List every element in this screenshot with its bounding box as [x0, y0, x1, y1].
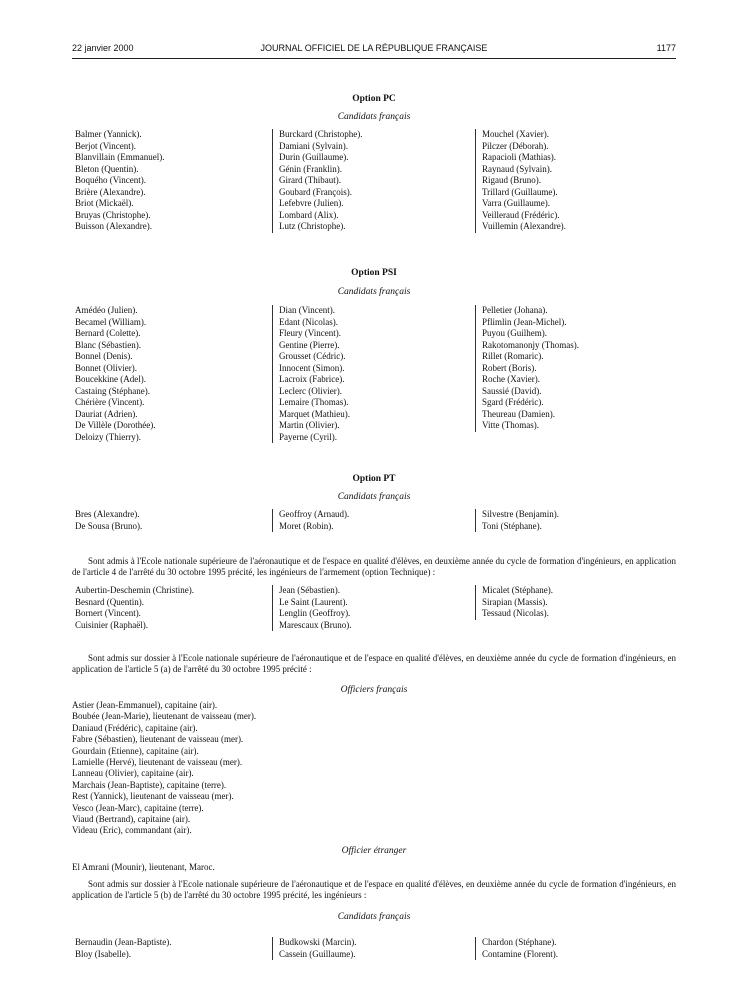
- paragraph-article-4: Sont admis à l'Ecole nationale supérieure de l'aéronautique et de l'espace en qualité d'élèves, en deuxième année du cycle de formation d'ingénieurs, en application de l'article 4 de l'arrêté du 30 octobre 1995 précité, les ingénieurs de l'armement (option Technique) :: [72, 556, 676, 578]
- list-item: Tessaud (Nicolas).: [482, 608, 549, 618]
- list-item: Goubard (François).: [279, 186, 352, 197]
- list-item: Geoffroy (Arnaud).: [279, 509, 350, 519]
- list-item: Silvestre (Benjamin).: [482, 509, 559, 519]
- name-column: [75, 129, 164, 233]
- list-item: Toni (Stéphane).: [482, 520, 542, 531]
- list-item: Grousset (Cédric).: [279, 351, 346, 361]
- list-item: Contamine (Florent).: [482, 948, 558, 959]
- list-item: Fabre (Sébastien), lieutenant de vaisseau (mer).: [72, 734, 244, 745]
- list-item: Edant (Nicolas).: [279, 316, 338, 327]
- list-item: Besnard (Quentin).: [75, 596, 144, 607]
- list-item: Briot (Mickaël).: [75, 198, 134, 208]
- list-item: Lacroix (Fabrice).: [279, 374, 345, 384]
- list-item: Bornert (Vincent).: [75, 608, 141, 618]
- list-item: Bernaudin (Jean-Baptiste).: [75, 937, 172, 947]
- name-column: [475, 129, 566, 233]
- officer-list: [72, 700, 256, 837]
- list-item: Le Saint (Laurent).: [279, 596, 348, 607]
- list-item: Blanc (Sébastien).: [75, 339, 141, 350]
- header-date: 22 janvier 2000: [72, 43, 134, 53]
- list-item: Castaing (Stéphane).: [75, 385, 150, 396]
- list-item: Viaud (Bertrand), capitaine (air).: [72, 813, 191, 824]
- section-subtitle-officiers: Officiers français: [340, 685, 408, 695]
- name-column: [475, 585, 553, 620]
- list-item: Vuillemin (Alexandre).: [482, 221, 566, 231]
- list-item: Boubée (Jean-Marie), lieutenant de vaisseau (mer).: [72, 711, 257, 722]
- name-column: [272, 305, 350, 443]
- list-item: Bonnet (Olivier).: [75, 362, 137, 373]
- list-item: Moret (Robin).: [279, 520, 334, 531]
- list-item: Dauriat (Adrien).: [75, 408, 138, 419]
- list-item: Payerne (Cyril).: [279, 431, 337, 442]
- list-item: Girard (Thibaut).: [279, 175, 341, 185]
- section-subtitle-pt: Candidats français: [337, 492, 411, 502]
- name-column: [75, 585, 194, 631]
- list-item: Bonnel (Denis).: [75, 351, 133, 361]
- section-subtitle-pc: Candidats français: [337, 112, 411, 122]
- paragraph-article-5b: Sont admis sur dossier à l'Ecole nationale supérieure de l'aéronautique et de l'espace en qualité d'élèves, en deuxième année du cycle de formation d'ingénieurs, en application de l'article 5 (b) de l'arrêté du 30 octobre 1995 précité, les ingénieurs :: [72, 879, 676, 901]
- list-item: Astier (Jean-Emmanuel), capitaine (air).: [72, 700, 218, 710]
- list-item: Mouchel (Xavier).: [482, 129, 549, 139]
- list-item: Gentine (Pierre).: [279, 339, 340, 350]
- list-item: Aubertin-Deschemin (Christine).: [75, 585, 194, 595]
- list-item: Dian (Vincent).: [279, 305, 335, 315]
- list-item: Sirapian (Massis).: [482, 596, 548, 607]
- list-item: Gourdain (Etienne), capitaine (air).: [72, 745, 199, 756]
- list-item: Lenglin (Geoffroy).: [279, 608, 351, 618]
- list-item: Rakotomanonjy (Thomas).: [482, 339, 579, 350]
- name-column: [475, 937, 558, 960]
- list-item: Veilleraud (Frédéric).: [482, 209, 560, 220]
- list-item: Rigaud (Bruno).: [482, 175, 541, 185]
- list-item: Damiani (Sylvain).: [279, 140, 348, 151]
- list-item: Lamielle (Hervé), lieutenant de vaisseau (mer).: [72, 756, 243, 767]
- list-item: Roche (Xavier).: [482, 374, 540, 384]
- name-column: [272, 937, 357, 960]
- list-item: Budkowski (Marcin).: [279, 937, 357, 947]
- list-item: De Sousa (Bruno).: [75, 520, 143, 531]
- list-item: Puyou (Guilhem).: [482, 328, 547, 338]
- list-item: Cuisinier (Raphaël).: [75, 619, 148, 630]
- list-item: Rillet (Romaric).: [482, 351, 544, 361]
- list-item: Lemaire (Thomas).: [279, 397, 349, 407]
- list-item: Daniaud (Frédéric), capitaine (air).: [72, 722, 198, 733]
- name-column: [272, 509, 349, 532]
- name-column: [75, 305, 156, 443]
- list-item: Leclerc (Olivier).: [279, 385, 342, 396]
- list-item: Vitte (Thomas).: [482, 420, 539, 430]
- list-item: Fleury (Vincent).: [279, 328, 341, 338]
- name-column: [475, 305, 579, 432]
- list-item: Trillard (Guillaume).: [482, 186, 558, 197]
- list-item: Innocent (Simon).: [279, 362, 345, 373]
- list-item: Deloizy (Thierry).: [75, 431, 141, 442]
- paragraph-article-5a: Sont admis sur dossier à l'Ecole nationale supérieure de l'aéronautique et de l'espace en qualité d'élèves, en deuxième année du cycle de formation d'ingénieurs, en application de l'article 5 (a) de l'arrêté du 30 octobre 1995 précité :: [72, 653, 676, 675]
- section-title-pt: Option PT: [352, 474, 396, 484]
- list-item: Lefebvre (Julien).: [279, 198, 344, 208]
- section-subtitle-etranger: Officier étranger: [341, 846, 407, 856]
- list-item: Becamel (William).: [75, 316, 147, 327]
- list-item: Bloy (Isabelle).: [75, 948, 131, 959]
- list-item: Burckard (Christophe).: [279, 129, 363, 139]
- list-item: Boucekkine (Adel).: [75, 374, 146, 384]
- list-item: Jean (Sébastien).: [279, 585, 340, 595]
- name-column: [75, 937, 171, 960]
- list-item: Videau (Eric), commandant (air).: [72, 825, 192, 836]
- list-item: Lutz (Christophe).: [279, 221, 346, 231]
- list-item: Theureau (Damien).: [482, 408, 555, 419]
- list-item: Durin (Guillaume).: [279, 152, 349, 162]
- list-item: Amédéo (Julien).: [75, 305, 138, 315]
- list-item: Chérière (Vincent).: [75, 397, 145, 407]
- header-rule: [72, 58, 676, 59]
- list-item: Bleton (Quentin).: [75, 163, 139, 174]
- list-item: Saussié (David).: [482, 385, 542, 396]
- list-item: Bernard (Colette).: [75, 328, 141, 338]
- list-item: Raynaud (Sylvain).: [482, 163, 552, 174]
- list-item: Vesco (Jean-Marc), capitaine (terre).: [72, 802, 204, 813]
- section-title-pc: Option PC: [352, 94, 396, 104]
- list-item: Berjot (Vincent).: [75, 140, 136, 151]
- list-item: Bres (Alexandre).: [75, 509, 140, 519]
- list-item: Buisson (Alexandre).: [75, 221, 152, 231]
- list-item: Chardon (Stéphane).: [482, 937, 557, 947]
- page-header: [72, 43, 676, 57]
- list-item: Bruyas (Christophe).: [75, 209, 151, 220]
- list-item: Pelletier (Johana).: [482, 305, 548, 315]
- list-item: Martin (Olivier).: [279, 420, 340, 430]
- list-item: Pilczer (Déborah).: [482, 140, 549, 151]
- list-item: De Villèle (Dorothée).: [75, 420, 156, 430]
- page-number: 1177: [656, 43, 676, 53]
- list-item: Micalet (Stéphane).: [482, 585, 553, 595]
- list-item: Balmer (Yannick).: [75, 129, 142, 139]
- list-item: Génin (Franklin).: [279, 163, 342, 174]
- list-item: Boquého (Vincent).: [75, 175, 146, 185]
- name-column: [475, 509, 559, 532]
- list-item: Lanneau (Olivier), capitaine (air).: [72, 768, 194, 779]
- header-title: JOURNAL OFFICIEL DE LA RÉPUBLIQUE FRANÇAISE: [260, 43, 488, 53]
- list-item: Robert (Boris).: [482, 362, 537, 373]
- list-item: Marescaux (Bruno).: [279, 619, 352, 630]
- section-subtitle-psi: Candidats français: [337, 287, 411, 297]
- section-title-psi: Option PSI: [351, 268, 397, 278]
- list-item: Lombard (Alix).: [279, 209, 339, 220]
- list-item: Pflimlin (Jean-Michel).: [482, 316, 567, 327]
- name-column: [272, 129, 362, 233]
- list-item: Marchais (Jean-Baptiste), capitaine (terre).: [72, 779, 227, 790]
- foreign-officer: El Amrani (Mounir), lieutenant, Maroc.: [72, 862, 215, 872]
- list-item: Brière (Alexandre).: [75, 186, 146, 197]
- name-column: [272, 585, 351, 631]
- list-item: Sgard (Frédéric).: [482, 397, 544, 407]
- list-item: Marquet (Mathieu).: [279, 408, 350, 419]
- list-item: Rapacioli (Mathias).: [482, 152, 556, 162]
- list-item: Varra (Guillaume).: [482, 198, 550, 208]
- list-item: Rest (Yannick), lieutenant de vaisseau (mer).: [72, 791, 234, 802]
- name-column: [75, 509, 142, 532]
- list-item: Cassein (Guillaume).: [279, 948, 356, 959]
- section-subtitle-final: Candidats français: [337, 912, 411, 922]
- list-item: Blanvillain (Emmanuel).: [75, 152, 165, 162]
